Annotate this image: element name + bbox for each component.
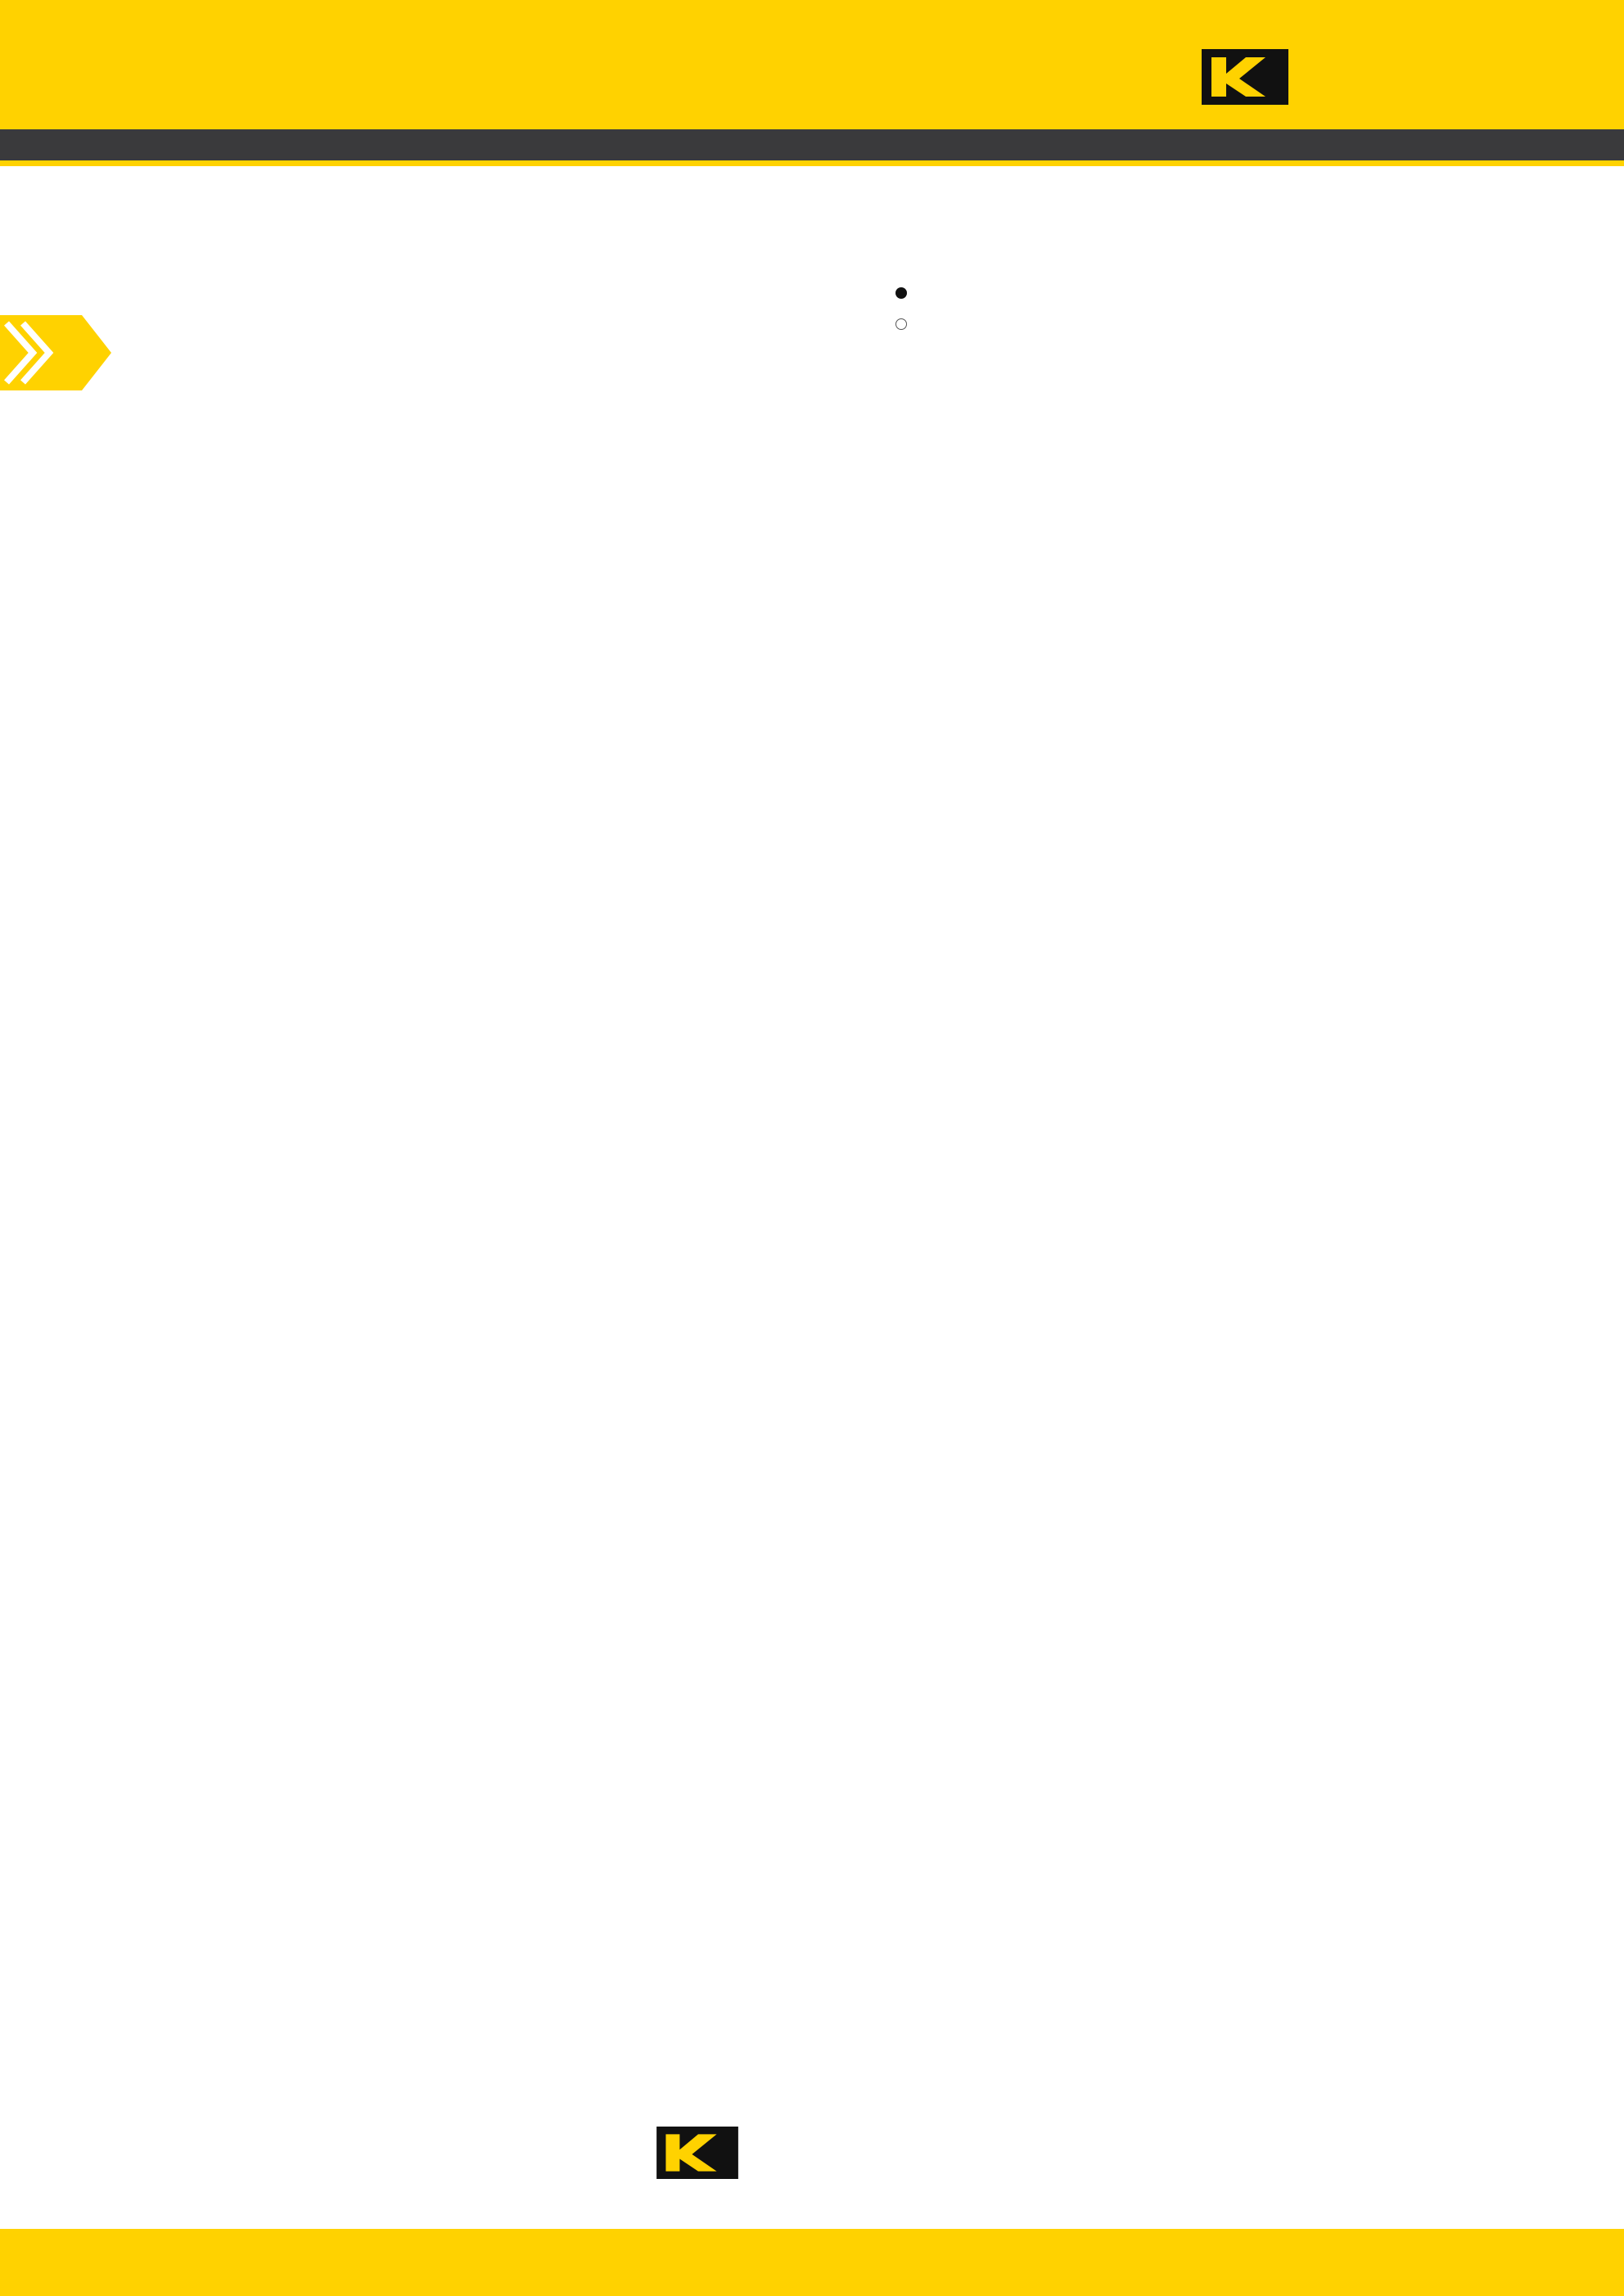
footer-band bbox=[0, 2229, 1624, 2296]
kennametal-k-mark bbox=[656, 2127, 738, 2179]
footer-logo bbox=[656, 2127, 935, 2179]
